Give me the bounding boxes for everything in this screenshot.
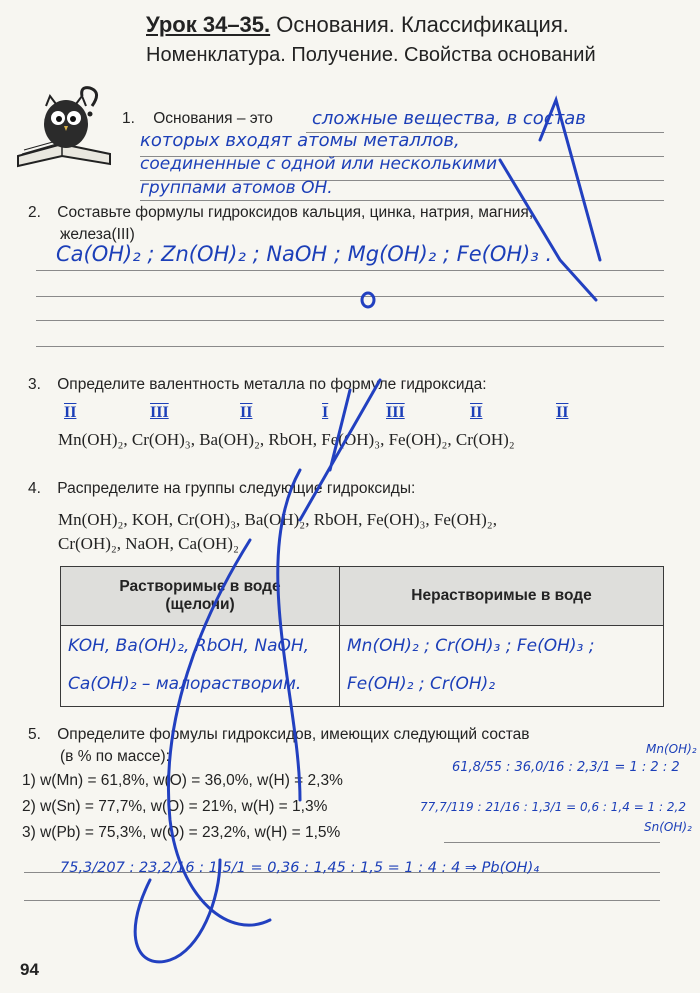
lesson-title — [146, 12, 569, 38]
valence-mark: II — [240, 404, 253, 421]
col-soluble-subtitle: (щелочи) — [165, 596, 235, 613]
question-2-text-line1: Составьте формулы гидроксидов кальция, цинка, натрия, магния, — [57, 204, 534, 221]
answer-line — [36, 320, 664, 321]
question-5-text-line1: Определите формулы гидроксидов, имеющих следующий состав — [57, 726, 530, 743]
table-row — [61, 626, 664, 707]
answer-line — [36, 346, 664, 347]
question-1 — [122, 110, 273, 128]
valence-mark: II — [556, 404, 569, 421]
valence-mark: III — [150, 404, 169, 421]
question-4-list-line1: Mn(OH)₂, KOH, Cr(OH)₃, Ba(OH)₂, RbOH, Fe(OH)₃, Fe(OH)₂, — [58, 510, 497, 529]
page-number: 94 — [20, 960, 39, 979]
answer-2: Ca(OH)₂ ; Zn(OH)₂ ; NaOH ; Mg(OH)₂ ; Fe(OH)₃ . — [56, 242, 553, 266]
question-5-item-2: 2) w(Sn) = 77,7%, w(O) = 21%, w(H) = 1,3% — [22, 798, 328, 815]
cell-insoluble-line1: Mn(OH)₂ ; Cr(OH)₃ ; Fe(OH)₃ ; — [347, 636, 595, 656]
answer-1-line1: сложные вещества, в состав — [312, 108, 586, 129]
answer-line — [140, 200, 664, 201]
question-1-number: 1. — [122, 110, 135, 127]
lesson-title-line2: Номенклатура. Получение. Свойства оснований — [146, 44, 596, 66]
question-4-text: Распределите на группы следующие гидроксиды: — [57, 480, 416, 497]
question-3-number: 3. — [28, 376, 41, 393]
groups-table — [60, 566, 664, 707]
question-2-number: 2. — [28, 204, 41, 221]
cell-insoluble-line2: Fe(OH)₂ ; Cr(OH)₂ — [347, 674, 496, 694]
answer-1-line3: соединенные с одной или несколькими — [140, 154, 497, 174]
answer-1-line4: группами атомов OH. — [140, 178, 333, 198]
answer-line — [444, 842, 660, 843]
answer-5-3-calc: 75,3/207 : 23,2/16 : 1,5/1 = 0,36 : 1,45 : 1,5 = 1 : 4 : 4 ⇒ Pb(OH)₄ — [60, 860, 540, 876]
col-insoluble-header: Нерастворимые в воде — [340, 567, 664, 626]
lesson-title-line1: Основания. Классификация. — [276, 12, 569, 37]
question-3-formulas: Mn(OH)₂, Cr(OH)₃, Ba(OH)₂, RbOH, Fe(OH)₃, Fe(OH)₂, Cr(OH)₂ — [58, 430, 515, 449]
lesson-number: Урок 34–35. — [146, 12, 271, 37]
question-4-number: 4. — [28, 480, 41, 497]
answer-5-1-result: Mn(OH)₂ — [646, 742, 697, 756]
question-2 — [28, 204, 533, 222]
question-5-text-line2: (в % по массе): — [60, 748, 170, 765]
answer-1-line2: которых входят атомы металлов, — [140, 130, 460, 151]
cell-soluble-answer — [61, 626, 340, 707]
valence-mark: I — [322, 404, 329, 421]
valence-mark: III — [386, 404, 405, 421]
answer-5-2-calc: 77,7/119 : 21/16 : 1,3/1 = 0,6 : 1,4 = 1 : 2,2 — [420, 800, 686, 814]
cell-insoluble-answer — [340, 626, 664, 707]
answer-5-1-calc: 61,8/55 : 36,0/16 : 2,3/1 = 1 : 2 : 2 — [452, 760, 680, 775]
answer-line — [36, 296, 664, 297]
question-3 — [28, 376, 487, 394]
question-3-text: Определите валентность металла по формуле гидроксида: — [57, 376, 487, 393]
answer-line — [36, 270, 664, 271]
valence-mark: II — [64, 404, 77, 421]
question-1-text: Основания – это — [153, 110, 273, 127]
question-5-item-3: 3) w(Pb) = 75,3%, w(O) = 23,2%, w(H) = 1,5% — [22, 824, 341, 841]
question-4-list-line2: Cr(OH)₂, NaOH, Ca(OH)₂ — [58, 534, 239, 553]
question-4 — [28, 480, 415, 498]
question-5-item-1: 1) w(Mn) = 61,8%, w(O) = 36,0%, w(H) = 2,3% — [22, 772, 343, 789]
answer-line — [24, 900, 660, 901]
question-5 — [28, 726, 529, 744]
cell-soluble-line1: KOH, Ba(OH)₂, RbOH, NaOH, — [68, 636, 310, 656]
question-2-text-line2: железа(III) — [60, 226, 135, 243]
answer-5-2-result: Sn(OH)₂ — [644, 820, 692, 834]
question-5-number: 5. — [28, 726, 41, 743]
col-soluble-title: Растворимые в воде — [119, 578, 281, 595]
cell-soluble-line2: Ca(OH)₂ – малорастворим. — [68, 674, 302, 694]
valence-mark: II — [470, 404, 483, 421]
col-soluble-header — [61, 567, 340, 626]
table-header-row — [61, 567, 664, 626]
owl-book-icon — [10, 86, 120, 168]
